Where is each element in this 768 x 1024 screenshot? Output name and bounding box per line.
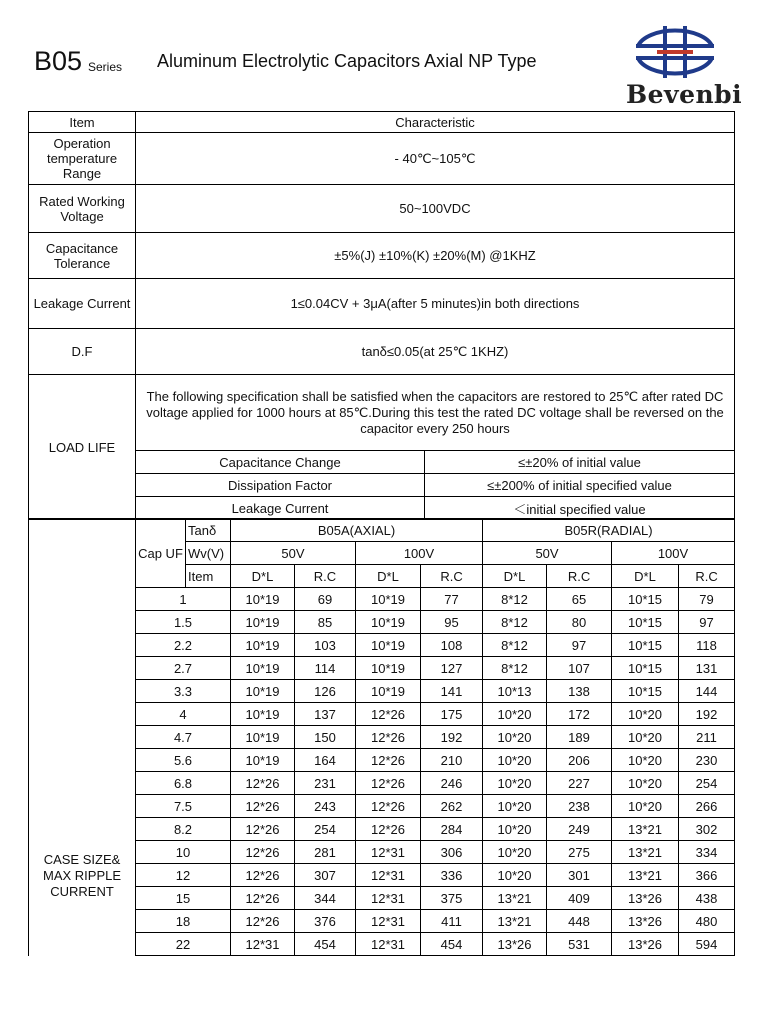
rc-value: 114 — [295, 657, 356, 680]
spec-item: Leakage Current — [29, 279, 136, 329]
rc-value: 126 — [295, 680, 356, 703]
rc-value: 231 — [295, 772, 356, 795]
rc-value: 131 — [679, 657, 735, 680]
dl-value: 10*20 — [612, 772, 679, 795]
rc-value: 301 — [547, 864, 612, 887]
case-size-table — [28, 518, 735, 956]
dl-value: 10*20 — [483, 726, 547, 749]
rc-value: 480 — [679, 910, 735, 933]
rc-value: 77 — [421, 588, 483, 611]
load-life-row — [29, 375, 735, 451]
rc-value: 144 — [679, 680, 735, 703]
rc-value: 97 — [547, 634, 612, 657]
dl-header: D*L — [356, 565, 421, 588]
dl-value: 13*26 — [612, 910, 679, 933]
dl-value: 12*26 — [356, 772, 421, 795]
rc-value: 192 — [679, 703, 735, 726]
radial-header: B05R(RADIAL) — [483, 519, 735, 542]
dl-value: 8*12 — [483, 611, 547, 634]
rc-value: 189 — [547, 726, 612, 749]
spec-value: tanδ≤0.05(at 25℃ 1KHZ) — [136, 329, 735, 375]
rc-value: 227 — [547, 772, 612, 795]
dl-value: 12*26 — [231, 772, 295, 795]
dl-value: 13*26 — [612, 933, 679, 956]
spec-row — [29, 185, 735, 233]
dl-value: 10*15 — [612, 634, 679, 657]
dl-value: 10*19 — [356, 657, 421, 680]
dl-value: 10*19 — [356, 680, 421, 703]
cap-value: 1.5 — [136, 611, 231, 634]
dl-value: 8*12 — [483, 657, 547, 680]
cap-value: 18 — [136, 910, 231, 933]
tan-header: Tanδ — [186, 519, 231, 542]
rc-value: 306 — [421, 841, 483, 864]
spec-item: D.F — [29, 329, 136, 375]
brand-name: Bevenbi — [626, 80, 743, 109]
load-life-description: The following specification shall be satisfied when the capacitors are restored to 25℃ after rated DC voltage applied for 1000 hours at 85℃.During this test the rated DC voltage shall be reversed on the capacitor every 250 hours — [136, 375, 735, 451]
cap-uf-header: Cap UF — [136, 519, 186, 588]
dl-value: 12*26 — [231, 910, 295, 933]
rc-value: 243 — [295, 795, 356, 818]
item-header: Item — [186, 565, 231, 588]
cap-value: 1 — [136, 588, 231, 611]
dl-value: 13*26 — [612, 887, 679, 910]
dl-value: 12*26 — [356, 703, 421, 726]
spec-value: 1≤0.04CV + 3μA(after 5 minutes)in both directions — [136, 279, 735, 329]
dl-header: D*L — [612, 565, 679, 588]
axial-50v: 50V — [231, 542, 356, 565]
dl-value: 10*20 — [612, 703, 679, 726]
rc-value: 141 — [421, 680, 483, 703]
rc-value: 454 — [421, 933, 483, 956]
cap-value: 2.7 — [136, 657, 231, 680]
cap-value: 5.6 — [136, 749, 231, 772]
rc-value: 284 — [421, 818, 483, 841]
spec-item: Capacitance Tolerance — [29, 233, 136, 279]
dl-value: 10*19 — [231, 726, 295, 749]
dl-value: 12*31 — [356, 864, 421, 887]
rc-value: 448 — [547, 910, 612, 933]
cap-value: 3.3 — [136, 680, 231, 703]
dl-value: 10*19 — [231, 634, 295, 657]
spec-row — [29, 329, 735, 375]
rc-value: 275 — [547, 841, 612, 864]
dl-header: D*L — [231, 565, 295, 588]
rc-value: 531 — [547, 933, 612, 956]
rc-value: 249 — [547, 818, 612, 841]
rc-value: 246 — [421, 772, 483, 795]
spec-table — [28, 111, 735, 520]
dl-value: 10*20 — [483, 841, 547, 864]
rc-value: 211 — [679, 726, 735, 749]
dl-value: 10*20 — [483, 795, 547, 818]
dl-value: 12*31 — [356, 910, 421, 933]
spec-value: ±5%(J) ±10%(K) ±20%(M) @1KHZ — [136, 233, 735, 279]
dl-value: 10*19 — [231, 703, 295, 726]
rc-value: 376 — [295, 910, 356, 933]
rc-value: 65 — [547, 588, 612, 611]
dl-value: 12*31 — [231, 933, 295, 956]
rc-value: 254 — [679, 772, 735, 795]
dl-value: 10*19 — [231, 680, 295, 703]
rc-value: 438 — [679, 887, 735, 910]
dl-value: 12*26 — [356, 818, 421, 841]
cap-value: 15 — [136, 887, 231, 910]
spec-row — [29, 133, 735, 185]
dl-value: 12*26 — [356, 749, 421, 772]
rc-value: 150 — [295, 726, 356, 749]
wv-header: Wv(V) — [186, 542, 231, 565]
col-item: Item — [29, 112, 136, 133]
rc-value: 206 — [547, 749, 612, 772]
dl-value: 10*13 — [483, 680, 547, 703]
axial-100v: 100V — [356, 542, 483, 565]
dl-value: 8*12 — [483, 634, 547, 657]
dl-value: 12*26 — [356, 726, 421, 749]
dl-value: 12*31 — [356, 841, 421, 864]
cap-value: 4 — [136, 703, 231, 726]
dl-value: 10*20 — [483, 772, 547, 795]
dl-value: 10*20 — [612, 749, 679, 772]
dl-value: 12*26 — [231, 795, 295, 818]
dl-value: 13*21 — [483, 910, 547, 933]
dl-value: 12*26 — [231, 818, 295, 841]
page-title: Aluminum Electrolytic Capacitors Axial NP Type — [157, 51, 537, 71]
cap-value: 7.5 — [136, 795, 231, 818]
spec-header-row — [29, 112, 735, 133]
case-size-label: CASE SIZE& MAX RIPPLE CURRENT — [29, 519, 136, 956]
cap-value: 12 — [136, 864, 231, 887]
case-header-row — [29, 519, 735, 542]
dl-value: 10*15 — [612, 588, 679, 611]
rc-value: 97 — [679, 611, 735, 634]
dl-value: 8*12 — [483, 588, 547, 611]
dl-value: 10*19 — [231, 588, 295, 611]
rc-value: 80 — [547, 611, 612, 634]
rc-value: 336 — [421, 864, 483, 887]
rc-value: 266 — [679, 795, 735, 818]
dl-value: 13*21 — [612, 818, 679, 841]
rc-value: 210 — [421, 749, 483, 772]
dl-header: D*L — [483, 565, 547, 588]
spec-item: Operation temperature Range — [29, 133, 136, 185]
rc-value: 334 — [679, 841, 735, 864]
cap-value: 22 — [136, 933, 231, 956]
rc-value: 230 — [679, 749, 735, 772]
rc-value: 69 — [295, 588, 356, 611]
check-name: Dissipation Factor — [136, 474, 425, 497]
spec-value: 50~100VDC — [136, 185, 735, 233]
rc-value: 137 — [295, 703, 356, 726]
rc-value: 108 — [421, 634, 483, 657]
rc-value: 254 — [295, 818, 356, 841]
dl-value: 10*20 — [612, 795, 679, 818]
rc-value: 138 — [547, 680, 612, 703]
dl-value: 10*15 — [612, 680, 679, 703]
cap-value: 2.2 — [136, 634, 231, 657]
rc-value: 164 — [295, 749, 356, 772]
check-name: Capacitance Change — [136, 451, 425, 474]
rc-header: R.C — [421, 565, 483, 588]
series-word: Series — [88, 60, 123, 74]
rc-header: R.C — [295, 565, 356, 588]
dl-value: 10*20 — [483, 703, 547, 726]
page-header — [0, 0, 768, 110]
rc-value: 375 — [421, 887, 483, 910]
col-characteristic: Characteristic — [136, 112, 735, 133]
rc-value: 411 — [421, 910, 483, 933]
series-code: B05 — [34, 46, 83, 76]
cap-value: 10 — [136, 841, 231, 864]
rc-value: 172 — [547, 703, 612, 726]
rc-value: 302 — [679, 818, 735, 841]
dl-value: 10*15 — [612, 611, 679, 634]
radial-50v: 50V — [483, 542, 612, 565]
check-value: ＜initial specified value — [425, 497, 735, 520]
dl-value: 12*31 — [356, 887, 421, 910]
rc-value: 95 — [421, 611, 483, 634]
dl-value: 10*19 — [231, 749, 295, 772]
rc-value: 79 — [679, 588, 735, 611]
check-name: Leakage Current — [136, 497, 425, 520]
dl-value: 10*20 — [612, 726, 679, 749]
rc-value: 107 — [547, 657, 612, 680]
cap-value: 6.8 — [136, 772, 231, 795]
dl-value: 13*21 — [612, 864, 679, 887]
cap-value: 8.2 — [136, 818, 231, 841]
globe-logo-icon — [632, 24, 718, 80]
spec-row — [29, 233, 735, 279]
spec-value: - 40℃~105℃ — [136, 133, 735, 185]
rc-value: 454 — [295, 933, 356, 956]
check-value: ≤±20% of initial value — [425, 451, 735, 474]
rc-value: 594 — [679, 933, 735, 956]
dl-value: 10*15 — [612, 657, 679, 680]
dl-value: 10*20 — [483, 749, 547, 772]
rc-value: 238 — [547, 795, 612, 818]
rc-value: 175 — [421, 703, 483, 726]
load-life-label: LOAD LIFE — [29, 375, 136, 520]
radial-100v: 100V — [612, 542, 735, 565]
rc-header: R.C — [547, 565, 612, 588]
dl-value: 12*26 — [231, 841, 295, 864]
rc-value: 366 — [679, 864, 735, 887]
rc-value: 85 — [295, 611, 356, 634]
brand-logo — [624, 24, 743, 110]
dl-value: 10*19 — [231, 657, 295, 680]
rc-value: 192 — [421, 726, 483, 749]
dl-value: 10*19 — [231, 611, 295, 634]
rc-value: 103 — [295, 634, 356, 657]
axial-header: B05A(AXIAL) — [231, 519, 483, 542]
dl-value: 12*26 — [231, 887, 295, 910]
cap-value: 4.7 — [136, 726, 231, 749]
dl-value: 13*26 — [483, 933, 547, 956]
dl-value: 10*19 — [356, 588, 421, 611]
rc-value: 262 — [421, 795, 483, 818]
dl-value: 13*21 — [612, 841, 679, 864]
dl-value: 12*31 — [356, 933, 421, 956]
spec-row — [29, 279, 735, 329]
rc-value: 344 — [295, 887, 356, 910]
dl-value: 10*20 — [483, 864, 547, 887]
check-value: ≤±200% of initial specified value — [425, 474, 735, 497]
spec-item: Rated Working Voltage — [29, 185, 136, 233]
dl-value: 13*21 — [483, 887, 547, 910]
rc-value: 281 — [295, 841, 356, 864]
rc-header: R.C — [679, 565, 735, 588]
dl-value: 10*19 — [356, 611, 421, 634]
dl-value: 10*19 — [356, 634, 421, 657]
rc-value: 409 — [547, 887, 612, 910]
rc-value: 118 — [679, 634, 735, 657]
rc-value: 307 — [295, 864, 356, 887]
dl-value: 10*20 — [483, 818, 547, 841]
dl-value: 12*26 — [231, 864, 295, 887]
rc-value: 127 — [421, 657, 483, 680]
dl-value: 12*26 — [356, 795, 421, 818]
